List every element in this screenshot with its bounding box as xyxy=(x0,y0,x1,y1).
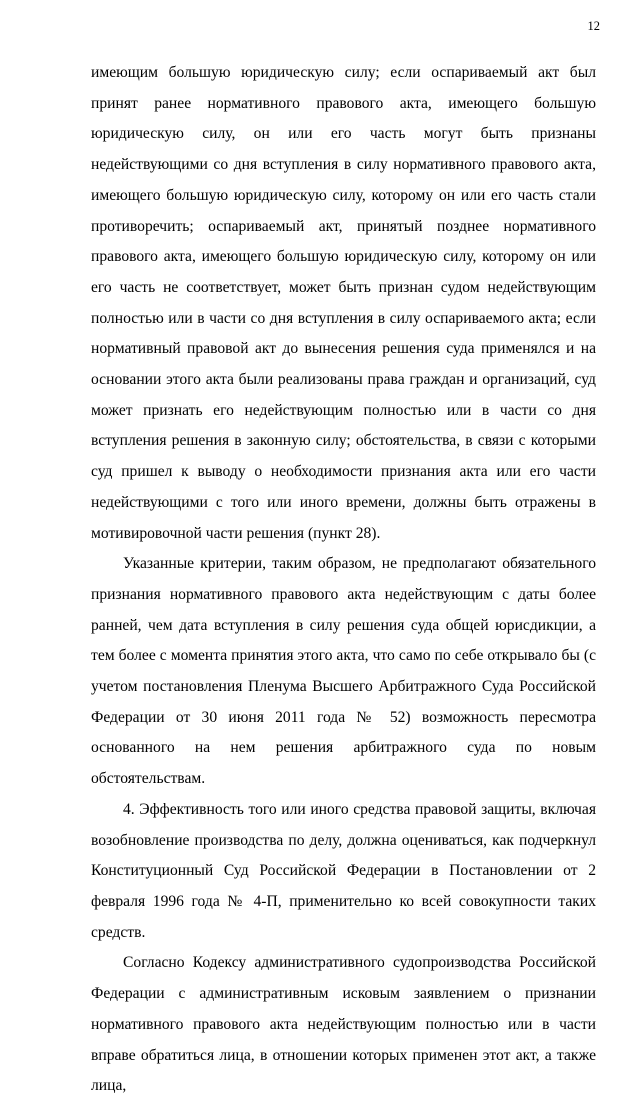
document-body xyxy=(91,58,596,1102)
page-number: 12 xyxy=(587,19,600,33)
paragraph-item-4: 4. Эффективность того или иного средства правовой защиты, включая возобновление производства по делу, должна оцениваться, как подчеркнул Конституционный Суд Российской Федерации в Постановлении от 2 февраля 1996 года № 4-П, применительно ко всей совокупности таких средств. xyxy=(91,800,596,941)
paragraph-continuation: имеющим большую юридическую силу; если оспариваемый акт был принят ранее нормативного правового акта, имеющего большую юридическую силу, он или его часть могут быть признаны недействующими со дня вступления в силу нормативного правового акта, имеющего большую юридическую силу, которому он или его часть стали противоречить; оспариваемый акт, принятый позднее нормативного правового акта, имеющего большую юридическую силу, которому он или его часть не соответствует, может быть признан судом недействующим полностью или в части со дня вступления в силу оспариваемого акта; если нормативный правовой акт до вынесения решения суда применялся и на основании этого акта были реализованы права граждан и организаций, суд может признать его недействующим полностью или в части со дня вступления решения в законную силу; обстоятельства, в связи с которыми суд пришел к выводу о необходимости признания акта или его части недействующими с того или иного времени, должны быть отражены в мотивировочной части решения (пункт 28). xyxy=(91,64,596,542)
paragraph-criteria: Указанные критерии, таким образом, не предполагают обязательного признания нормативного правового акта недействующим с даты более ранней, чем дата вступления в силу решения суда общей юрисдикции, а тем более с момента принятия этого акта, что само по себе открывало бы (с учетом постановления Пленума Высшего Арбитражного Суда Российской Федерации от 30 июня 2011 года № 52) возможность пересмотра основанного на нем решения арбитражного суда по новым обстоятельствам. xyxy=(91,555,596,788)
paragraph-code-reference: Согласно Кодексу административного судопроизводства Российской Федерации с административным исковым заявлением о признании нормативного правового акта недействующим полностью или в части вправе обратиться лица, в отношении которых применен этот акт, а также лица, xyxy=(91,954,596,1095)
